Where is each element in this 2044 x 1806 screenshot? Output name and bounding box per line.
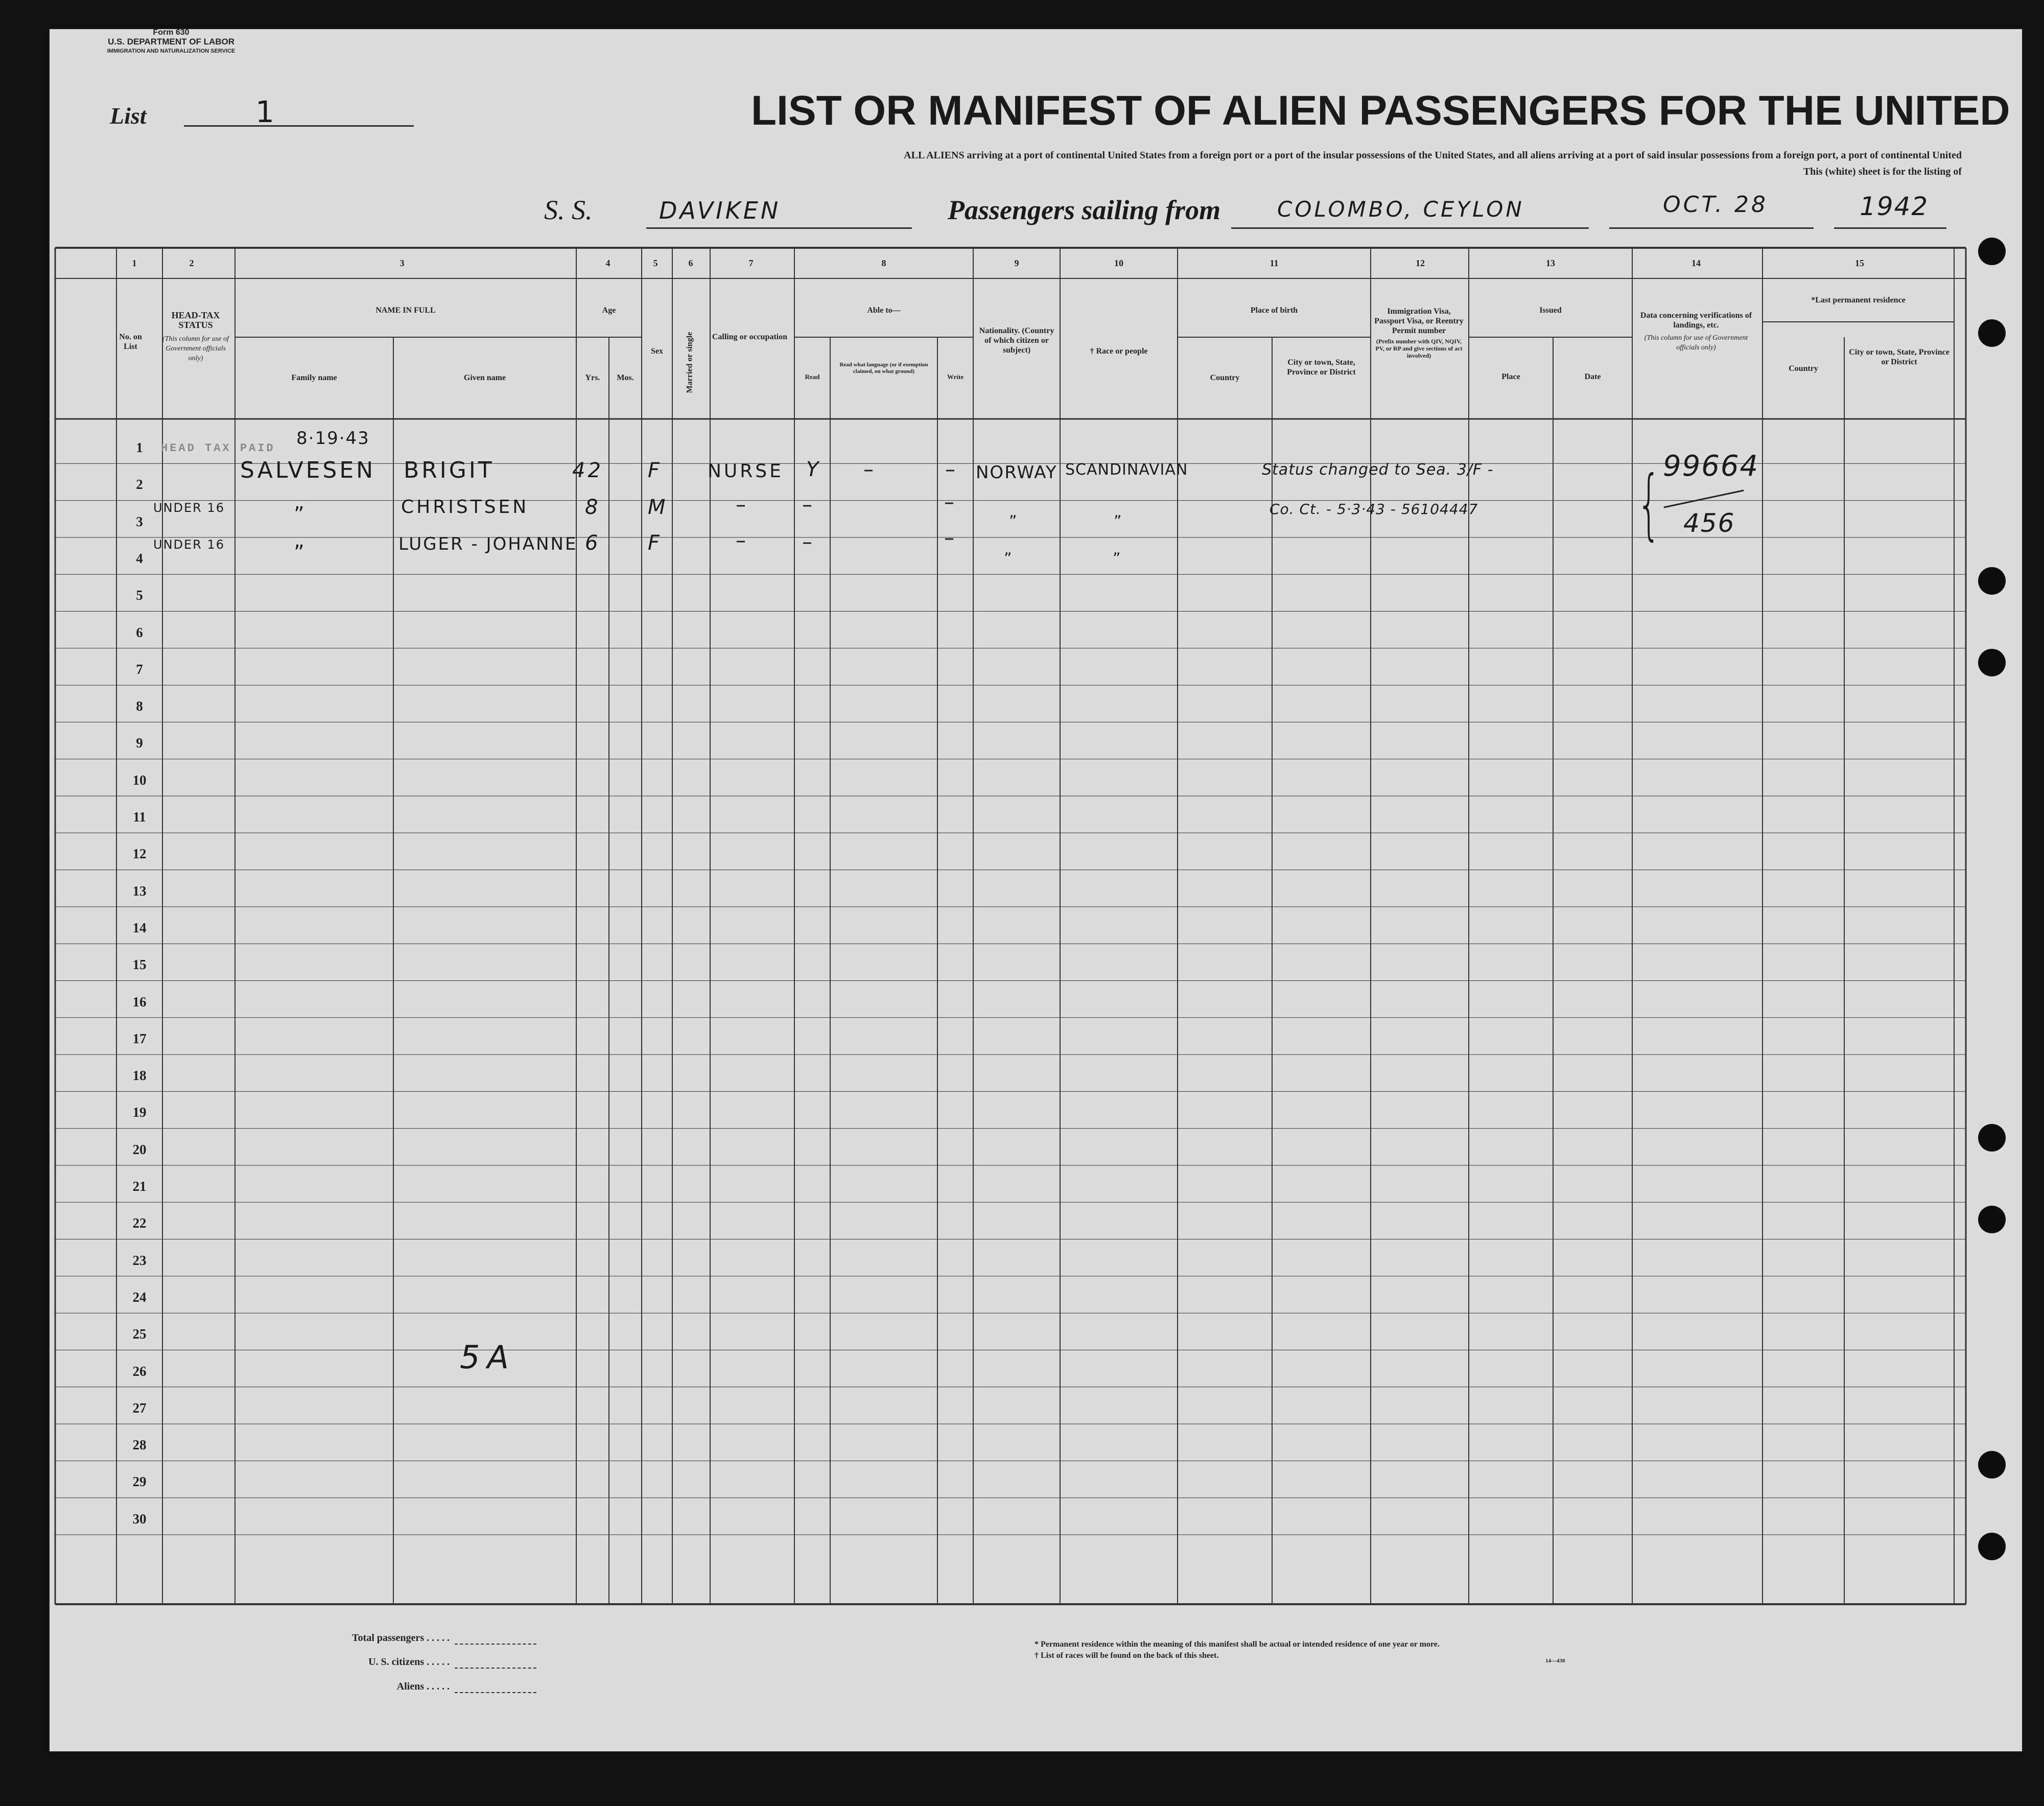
row-number: 10 — [132, 772, 147, 788]
verification-number: 99664 — [1663, 450, 1759, 483]
subtitle-line-2: This (white) sheet is for the listing of — [1803, 166, 1962, 177]
row2-court-note: Co. Ct. - 5·3·43 - 56104447 — [1270, 501, 1478, 518]
row2-calling: – — [736, 493, 748, 517]
row-number: 30 — [132, 1511, 147, 1527]
row2-head-tax: UNDER 16 — [153, 501, 225, 515]
verification-brace: { — [1636, 460, 1661, 549]
row2-race: „ — [1114, 503, 1124, 521]
header-issued-date: Date — [1584, 372, 1601, 381]
column-number: 6 — [688, 258, 693, 268]
column-number: 1 — [132, 258, 137, 268]
form-department: U.S. DEPARTMENT OF LABOR — [107, 37, 235, 46]
header-data-note: (This column for use of Government officials only) — [1644, 334, 1748, 351]
header-mos: Mos. — [617, 373, 634, 382]
row-number: 27 — [132, 1400, 147, 1416]
row-number: 18 — [132, 1068, 147, 1084]
header-married: Married or single — [685, 332, 694, 393]
row3-given-name: LUGER - JOHANNE — [398, 534, 578, 554]
header-yrs: Yrs. — [585, 373, 600, 382]
verification-sub-number: 456 — [1683, 508, 1735, 538]
row1-write: – — [945, 458, 958, 481]
subtitle-line-1: ALL ALIENS arriving at a port of continental United States from a foreign port or a port of the insular possessions of the United States, and all aliens arriving at a port of said insular possessions from a foreign port, a port of continental United — [904, 150, 1962, 161]
row-number: 29 — [132, 1474, 147, 1490]
form-number: Form 630 — [153, 28, 190, 37]
row1-race: SCANDINAVIAN — [1065, 461, 1188, 479]
row3-read: – — [802, 530, 815, 554]
header-head-tax-note: (This column for use of Government officials only) — [162, 335, 229, 362]
ship-name: DAVIKEN — [659, 197, 781, 224]
row3-write: – — [944, 526, 957, 550]
column-number: 5 — [653, 258, 658, 268]
row1-sex: F — [648, 459, 663, 482]
row-number: 9 — [136, 735, 143, 751]
row3-family-name: „ — [294, 529, 307, 552]
row3-race: „ — [1113, 541, 1123, 558]
column-number: 10 — [1114, 258, 1123, 268]
row1-calling: NURSE — [708, 461, 784, 482]
header-data-title: Data concerning verifications of landings, etc. — [1640, 311, 1752, 330]
form-service: IMMIGRATION AND NATURALIZATION SERVICE — [107, 48, 236, 54]
footer-note-races: † List of races will be found on the back of this sheet. — [1035, 1651, 1219, 1660]
column-number: 4 — [605, 258, 610, 268]
footer-total-passengers: Total passengers . . . . . — [352, 1632, 450, 1644]
column-number: 3 — [400, 258, 405, 268]
row1-family-name: SALVESEN — [240, 457, 376, 483]
row-number: 4 — [136, 550, 143, 566]
header-visa — [1372, 307, 1466, 359]
row2-write: – — [944, 490, 957, 514]
column-number: 11 — [1270, 258, 1279, 268]
header-birth-country: Country — [1210, 373, 1240, 382]
head-tax-stamp-date: 8·19·43 — [296, 428, 370, 449]
row1-given-name: BRIGIT — [404, 457, 495, 483]
header-visa-title: Immigration Visa, Passport Visa, or Reentry Permit number — [1374, 307, 1464, 335]
header-last-residence: *Last permanent residence — [1811, 296, 1906, 304]
head-tax-stamp: HEAD TAX PAID — [161, 442, 275, 455]
ss-label: S. S. — [544, 195, 593, 225]
sailing-year: 1942 — [1860, 192, 1929, 221]
header-name-in-full: NAME IN FULL — [375, 306, 436, 315]
footer-aliens: Aliens . . . . . — [396, 1681, 450, 1692]
column-number: 15 — [1855, 258, 1864, 268]
row-number: 19 — [132, 1105, 147, 1120]
header-read-language: Read what language (or if exemption claimed, on what ground) — [839, 362, 928, 374]
punch-hole — [1978, 319, 2006, 347]
footer-form-code: 14—430 — [1545, 1658, 1565, 1664]
row1-nationality: NORWAY — [976, 462, 1058, 483]
row-number: 16 — [132, 994, 147, 1010]
header-read: Read — [805, 373, 820, 381]
column-number: 14 — [1691, 258, 1701, 268]
list-label: List — [110, 103, 147, 129]
row3-nationality: „ — [1004, 541, 1015, 558]
punch-hole — [1978, 1451, 2006, 1479]
header-able-to: Able to— — [867, 306, 901, 315]
header-given-name: Given name — [463, 373, 506, 382]
row-number: 2 — [136, 477, 143, 492]
punch-hole — [1978, 1206, 2006, 1233]
footer-us-citizens: U. S. citizens . . . . . — [368, 1656, 450, 1668]
row2-age: 8 — [585, 496, 601, 519]
row-number: 13 — [132, 883, 147, 899]
header-visa-note: (Prefix number with QIV, NQIV, PV, or RP and give sections of act involved) — [1375, 338, 1463, 359]
sailing-port: COLOMBO, CEYLON — [1277, 197, 1524, 222]
row1-age: 42 — [572, 459, 603, 482]
row2-read: – — [802, 493, 815, 517]
row3-head-tax: UNDER 16 — [153, 537, 225, 552]
column-number: 12 — [1416, 258, 1425, 268]
header-no-on-list: No. on List — [119, 333, 142, 351]
row-number: 22 — [132, 1215, 147, 1231]
footer-citizens-line — [455, 1668, 536, 1669]
column-number: 7 — [748, 258, 754, 268]
header-head-tax-title: HEAD-TAX STATUS — [171, 310, 220, 330]
row3-calling: – — [736, 529, 748, 552]
row-number: 15 — [132, 957, 147, 973]
header-sex: Sex — [651, 347, 663, 356]
row-number: 20 — [132, 1141, 147, 1157]
punch-hole — [1978, 238, 2006, 265]
footer-note-residence: * Permanent residence within the meaning of this manifest shall be actual or intended residence of one year or more. — [1035, 1640, 1440, 1649]
row25-note: 5A — [460, 1339, 516, 1376]
row-number: 5 — [136, 588, 143, 603]
header-head-tax — [162, 311, 229, 363]
row2-sex: M — [648, 496, 668, 519]
column-number: 8 — [881, 258, 886, 268]
row1-status-note: Status changed to Sea. 3/F - — [1262, 461, 1494, 479]
row-number: 24 — [132, 1289, 147, 1305]
column-number: 2 — [189, 258, 194, 268]
sailing-date: OCT. 28 — [1663, 192, 1768, 218]
row-number: 28 — [132, 1437, 147, 1453]
row-number: 25 — [132, 1326, 147, 1342]
row-number: 7 — [136, 661, 143, 677]
row-number: 3 — [136, 513, 143, 529]
header-age: Age — [602, 306, 616, 315]
row-number: 23 — [132, 1252, 147, 1268]
row-number: 11 — [133, 809, 146, 825]
punch-hole — [1978, 1533, 2006, 1560]
header-write: Write — [947, 373, 964, 381]
sailing-label: Passengers sailing from — [948, 195, 1221, 225]
row3-age: 6 — [585, 531, 601, 555]
page-title: LIST OR MANIFEST OF ALIEN PASSENGERS FOR THE UNITED — [751, 87, 2010, 134]
header-data-concerning — [1635, 311, 1757, 353]
column-number: 9 — [1014, 258, 1019, 268]
header-nationality: Nationality. (Country of which citizen or subject) — [979, 326, 1054, 355]
row-number: 14 — [132, 920, 147, 935]
list-number: 1 — [255, 95, 277, 129]
column-number: 13 — [1546, 258, 1555, 268]
row-number: 17 — [132, 1030, 147, 1046]
header-issued-place: Place — [1501, 372, 1520, 381]
header-calling: Calling or occupation — [712, 333, 788, 341]
row-number: 8 — [136, 698, 143, 714]
footer-aliens-line — [455, 1692, 536, 1693]
row-number: 12 — [132, 846, 147, 862]
row3-sex: F — [648, 531, 663, 555]
row1-read-language: – — [863, 458, 876, 481]
row2-given-name: CHRISTSEN — [401, 497, 529, 518]
row-number: 6 — [136, 624, 143, 640]
header-issued: Issued — [1539, 306, 1562, 315]
punch-hole — [1978, 1124, 2006, 1152]
header-family-name: Family name — [291, 373, 337, 382]
row1-read: Y — [806, 458, 821, 481]
punch-hole — [1978, 649, 2006, 676]
row-number: 26 — [132, 1363, 147, 1379]
row2-nationality: „ — [1009, 503, 1020, 521]
row-number: 21 — [132, 1179, 147, 1194]
header-place-of-birth: Place of birth — [1250, 306, 1298, 315]
row-number: 1 — [136, 440, 143, 455]
header-race: † Race or people — [1090, 347, 1148, 356]
row2-family-name: „ — [294, 490, 307, 514]
punch-hole — [1978, 567, 2006, 595]
header-res-city: City or town, State, Province or District — [1849, 348, 1949, 366]
header-res-country: Country — [1789, 364, 1818, 373]
header-birth-city: City or town, State, Province or District — [1287, 358, 1356, 377]
footer-total-line — [455, 1644, 536, 1645]
